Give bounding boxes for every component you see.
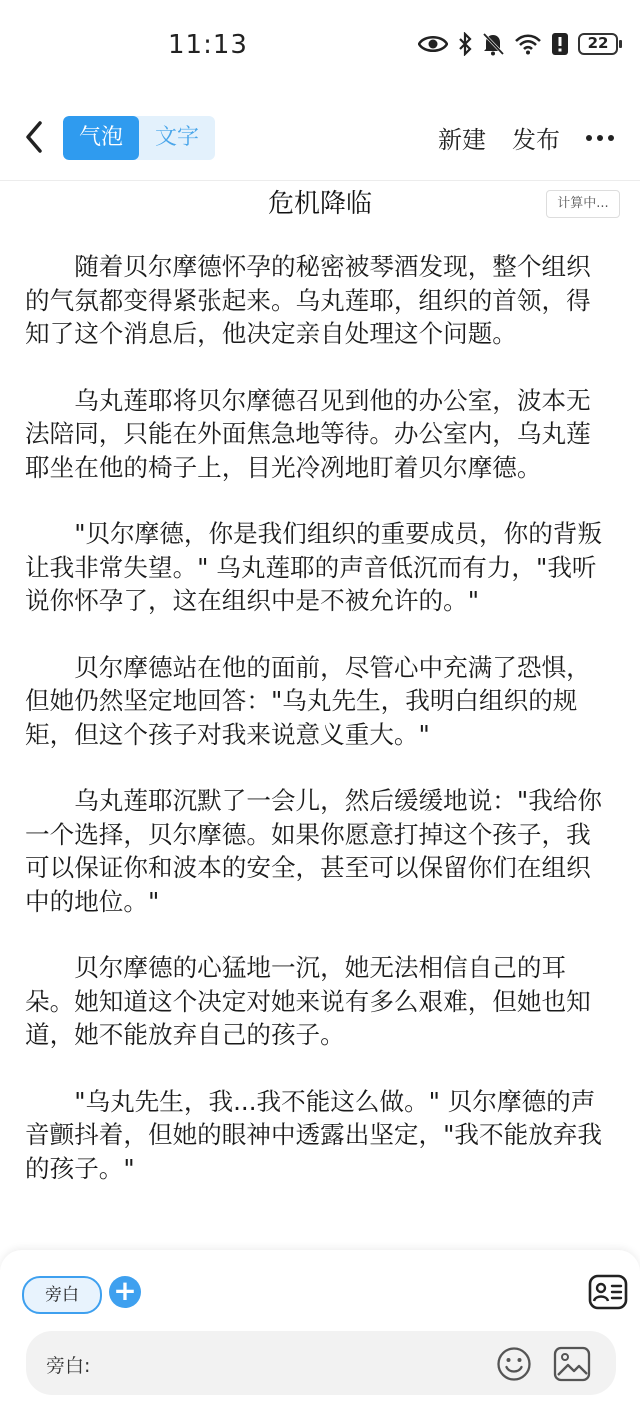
new-button[interactable]: 新建 [438,126,486,154]
character-card-icon[interactable] [588,1274,628,1310]
battery-icon: 22 [578,33,618,55]
paragraph: 贝尔摩德的心猛地一沉，她无法相信自己的耳朵。她知道这个决定对她来说有多么艰难，但她也知道，她不能放弃自己的孩子。 [25,953,591,1049]
chevron-left-icon[interactable] [18,117,52,157]
smiley-icon[interactable] [496,1346,532,1382]
paragraph: 乌丸莲耶沉默了一会儿，然后缓缓地说："我给你一个选择，贝尔摩德。如果你愿意打掉这个孩子，我可以保证你和波本的安全，甚至可以保留你们在组织中的地位。" [25,786,602,916]
paragraph: "贝尔摩德，你是我们组织的重要成员，你的背叛让我非常失望。" 乌丸莲耶的声音低沉而有力，"我听说你怀孕了，这在组织中是不被允许的。" [25,519,602,615]
eye-icon [418,33,448,55]
editor-toolbar [0,105,640,170]
paragraph: "乌丸先生，我...我不能这么做。" 贝尔摩德的声音颤抖着，但她的眼神中透露出坚定，"我不能放弃我的孩子。" [25,1086,602,1183]
mode-segmented-control [63,116,215,160]
toolbar-divider [0,180,640,181]
bell-muted-icon [482,32,504,56]
status-time: 11:13 [168,30,248,60]
paragraph: 随着贝尔摩德怀孕的秘密被琴酒发现，整个组织的气氛都变得紧张起来。乌丸莲耶，组织的首领，得知了这个消息后，他决定亲自处理这个问题。 [25,252,591,348]
status-bar [0,0,640,95]
input-role-label: 旁白: [46,1355,91,1377]
tab-text[interactable]: 文字 [154,125,199,150]
more-dots-icon[interactable] [586,135,614,141]
document-body[interactable] [25,250,615,1255]
publish-button[interactable]: 发布 [512,126,560,154]
role-chip-narrator[interactable]: 旁白 [22,1276,102,1314]
paragraph: 贝尔摩德站在他的面前，尽管心中充满了恐惧，但她仍然坚定地回答："乌丸先生，我明白组织的规矩，但这个孩子对我来说意义重大。" [25,652,591,749]
status-icons [418,32,618,56]
alert-icon [552,33,568,55]
bluetooth-icon [458,32,472,56]
document-title[interactable]: 危机降临 [267,189,372,219]
wifi-icon [514,33,542,55]
image-icon[interactable] [553,1346,591,1382]
tab-bubble[interactable]: 气泡 [63,116,139,160]
plus-icon[interactable]: + [109,1276,141,1308]
paragraph: 乌丸莲耶将贝尔摩德召见到他的办公室，波本无法陪同，只能在外面焦急地等待。办公室内，乌丸莲耶坐在他的椅子上，目光冷冽地盯着贝尔摩德。 [25,385,591,482]
word-count-badge: 计算中... [546,190,620,218]
message-input[interactable] [26,1331,616,1395]
